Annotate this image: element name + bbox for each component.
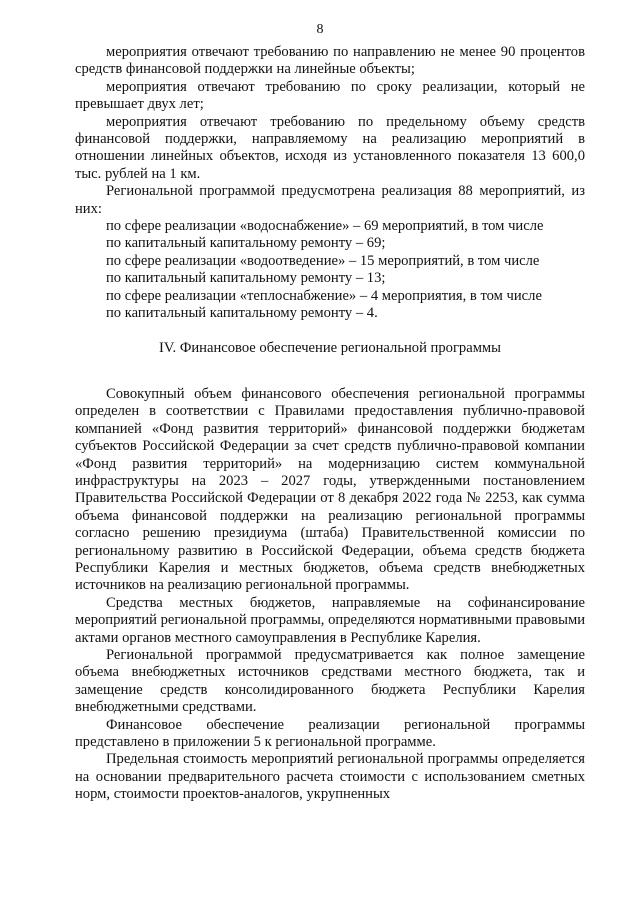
list-item: по капитальный капитальному ремонту – 4. bbox=[106, 305, 378, 322]
paragraph: Региональной программой предусматривается как полное замещение объема внебюджетных источников средствами местного бюджета, так и замещение средств консолидированного бюджета Республики Карелия внебюджетными средствами. bbox=[75, 647, 585, 716]
paragraph: Предельная стоимость мероприятий региональной программы определяется на основании предварительного расчета стоимости с использованием сметных норм, стоимости проектов-аналогов, укрупненных bbox=[75, 751, 585, 803]
list-item: по капитальный капитальному ремонту – 13; bbox=[106, 270, 386, 287]
paragraph: Совокупный объем финансового обеспечения региональной программы определен в соответствии с Правилами предоставления публично-правовой компанией «Фонд развития территорий» финансовой поддержки бюджетам субъектов Российской Федерации за счет средств публично-правовой компании «Фонд развития территорий» на модернизацию систем коммунальной инфраструктуры на 2023 – 2027 годы, утвержденными постановлением Правительства Российской Федерации от 8 декабря 2022 года № 2253, как сумма объема финансовой поддержки на реализацию региональной программы согласно решению президиума (штаба) Правительственной комиссии по региональному развитию в Российской Федерации, объема средств бюджета Республики Карелия и местных бюджетов, объема средств внебюджетных источников на реализацию региональной программы. bbox=[75, 385, 585, 594]
page-number: 8 bbox=[316, 22, 324, 37]
list-item: по сфере реализации «водоотведение» – 15 мероприятий, в том числе bbox=[106, 252, 540, 269]
paragraph: Средства местных бюджетов, направляемые на софинансирование мероприятий региональной программы, определяются нормативными правовыми актами органов местного самоуправления в Республике Карелия. bbox=[75, 594, 586, 646]
paragraph: Финансовое обеспечение реализации региональной программы представлено в приложении 5 к региональной программе. bbox=[75, 716, 585, 751]
section-heading: IV. Финансовое обеспечение региональной программы bbox=[159, 339, 501, 356]
list-item: по капитальный капитальному ремонту – 69; bbox=[106, 235, 386, 252]
paragraph: мероприятия отвечают требованию по направлению не менее 90 процентов средств финансовой поддержки на линейные объекты; bbox=[75, 44, 585, 78]
document-body bbox=[75, 44, 585, 804]
list-item: по сфере реализации «водоснабжение» – 69 мероприятий, в том числе bbox=[106, 218, 544, 235]
paragraph: мероприятия отвечают требованию по предельному объему средств финансовой поддержки, направляемому на реализацию мероприятий в отношении линейных объектов, исходя из установленного показателя 13 600,0 тыс. рублей на 1 км. bbox=[75, 113, 585, 182]
paragraph: Региональной программой предусмотрена реализация 88 мероприятий, из них: bbox=[75, 183, 585, 217]
list-item: по сфере реализации «теплоснабжение» – 4 мероприятия, в том числе bbox=[106, 287, 542, 304]
paragraph: мероприятия отвечают требованию по сроку реализации, который не превышает двух лет; bbox=[75, 78, 585, 113]
